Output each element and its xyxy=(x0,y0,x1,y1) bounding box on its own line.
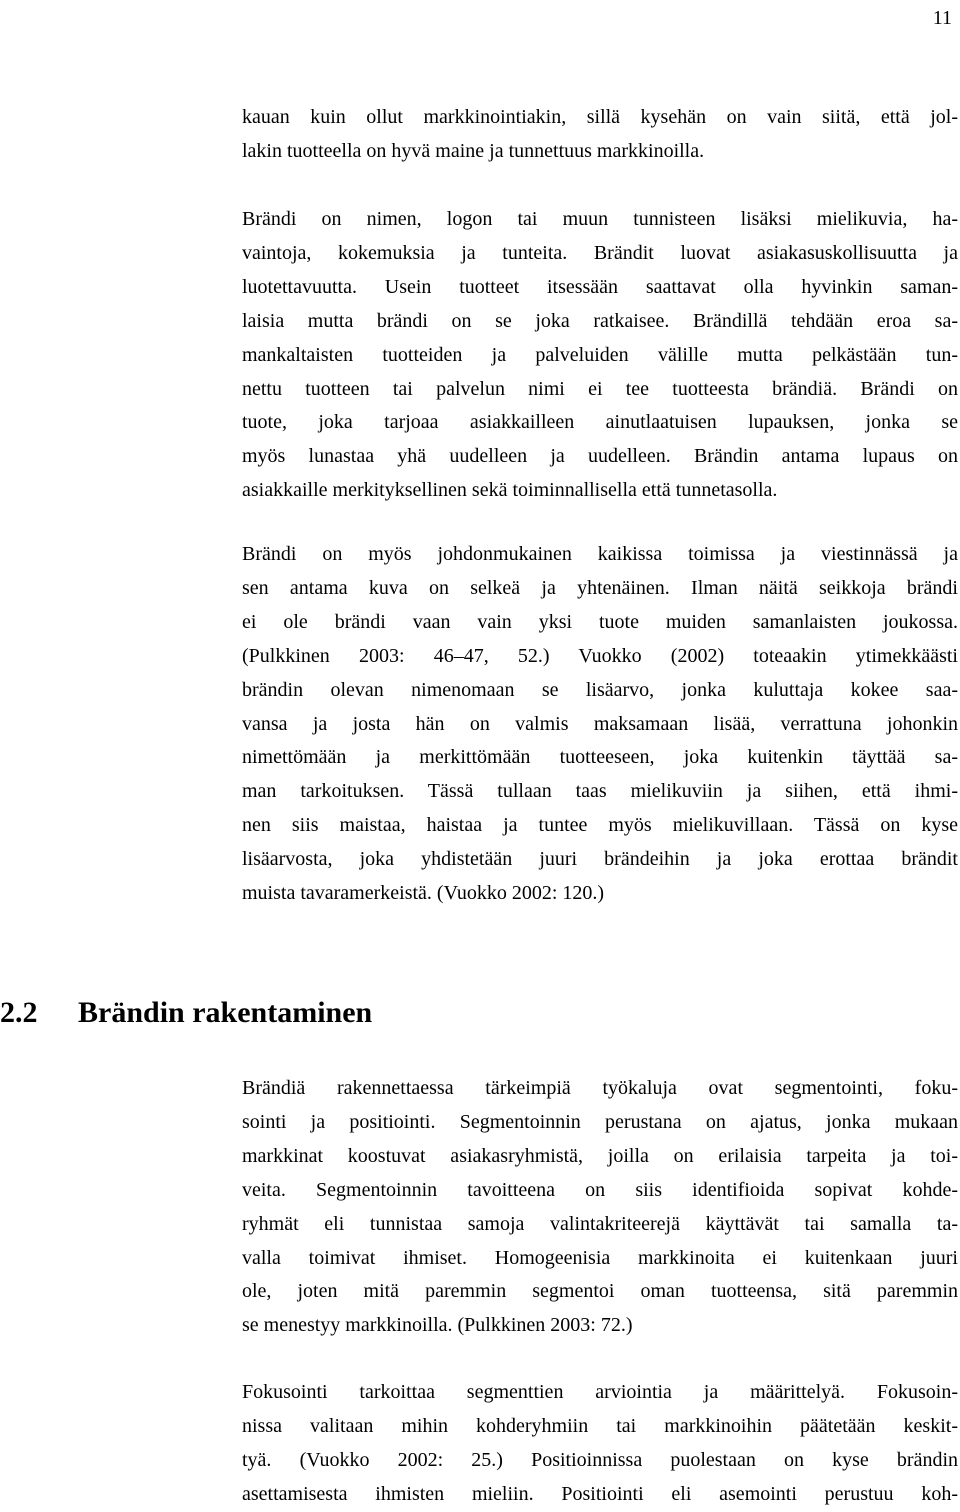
text-line: sointi ja positiointi. Segmentoinnin perustana on ajatus, jonka mukaan xyxy=(242,1110,958,1133)
text-line: lisäarvosta, joka yhdistetään juuri brändeihin ja joka erottaa brändit xyxy=(242,848,958,871)
text-line: tyä. (Vuokko 2002: 25.) Positioinnissa puolestaan on kyse brändin xyxy=(242,1448,958,1471)
text-line: sen antama kuva on selkeä ja yhtenäinen. Ilman näitä seikkoja brändi xyxy=(242,576,958,599)
section-heading xyxy=(0,993,372,1033)
text-line: markkinat koostuvat asiakasryhmistä, joilla on erilaisia tarpeita ja toi- xyxy=(242,1144,958,1167)
text-line: vansa ja josta hän on valmis maksamaan lisää, verrattuna johonkin xyxy=(242,712,958,735)
text-line: nen siis maistaa, haistaa ja tuntee myös mielikuvillaan. Tässä on kyse xyxy=(242,814,958,837)
text-line: nimettömään ja merkittömään tuotteeseen, joka kuitenkin täyttää sa- xyxy=(242,746,958,769)
paragraph-3 xyxy=(242,538,958,911)
text-line: man tarkoituksen. Tässä tullaan taas mielikuviin ja siihen, että ihmi- xyxy=(242,780,958,803)
text-line: asiakkaille merkityksellinen sekä toiminnallisella että tunnetasolla. xyxy=(242,479,778,502)
paragraph-2 xyxy=(242,203,958,508)
text-line: valla toimivat ihmiset. Homogeenisia markkinoita ei kuitenkaan juuri xyxy=(242,1246,958,1269)
text-line: mankaltaisten tuotteiden ja palveluiden välille mutta pelkästään tun- xyxy=(242,343,958,366)
text-line: nissa valitaan mihin kohderyhmiin tai markkinoihin päätetään keskit- xyxy=(242,1414,958,1437)
text-line: Fokusointi tarkoittaa segmenttien arviointia ja määrittelyä. Fokusoin- xyxy=(242,1381,958,1403)
paragraph-5 xyxy=(242,1376,958,1512)
text-line: (Pulkkinen 2003: 46–47, 52.) Vuokko (2002) toteaakin ytimekkäästi xyxy=(242,644,958,667)
text-line: veita. Segmentoinnin tavoitteena on siis identifioida sopivat kohde- xyxy=(242,1178,958,1201)
text-line: kauan kuin ollut markkinointiakin, sillä kysehän on vain siitä, että jol- xyxy=(242,106,958,128)
paragraph-1 xyxy=(242,101,958,169)
section-title: Brändin rakentaminen xyxy=(78,996,373,1029)
text-line: laisia mutta brändi on se joka ratkaisee. Brändillä tehdään eroa sa- xyxy=(242,309,958,332)
text-line: vaintoja, kokemuksia ja tunteita. Brändit luovat asiakasuskollisuutta ja xyxy=(242,241,958,264)
text-line: ei ole brändi vaan vain yksi tuote muiden samanlaisten joukossa. xyxy=(242,610,958,633)
paragraph-4 xyxy=(242,1072,958,1343)
text-line: Brändi on nimen, logon tai muun tunnisteen lisäksi mielikuvia, ha- xyxy=(242,208,958,230)
text-line: se menestyy markkinoilla. (Pulkkinen 2003: 72.) xyxy=(242,1314,633,1337)
text-line: ryhmät eli tunnistaa samoja valintakriteerejä käyttävät tai samalla ta- xyxy=(242,1212,958,1235)
text-line: lakin tuotteella on hyvä maine ja tunnettuus markkinoilla. xyxy=(242,139,705,162)
text-line: myös lunastaa yhä uudelleen ja uudelleen. Brändin antama lupaus on xyxy=(242,445,958,468)
section-number: 2.2 xyxy=(0,996,38,1029)
text-line: Brändi on myös johdonmukainen kaikissa toimissa ja viestinnässä ja xyxy=(242,543,958,565)
text-line: nettu tuotteen tai palvelun nimi ei tee tuotteesta brändiä. Brändi on xyxy=(242,377,958,400)
page-number: 11 xyxy=(932,7,952,29)
text-line: luotettavuutta. Usein tuotteet itsessään saattavat olla hyvinkin saman- xyxy=(242,275,958,298)
text-line: brändin olevan nimenomaan se lisäarvo, jonka kuluttaja kokee saa- xyxy=(242,678,958,701)
text-line: tuote, joka tarjoaa asiakkailleen ainutlaatuisen lupauksen, jonka se xyxy=(242,411,958,434)
text-line: ole, joten mitä paremmin segmentoi oman tuotteensa, sitä paremmin xyxy=(242,1280,958,1303)
text-line: asettamisesta ihmisten mieliin. Positiointi eli asemointi perustuu koh- xyxy=(242,1482,958,1505)
text-line: Brändiä rakennettaessa tärkeimpiä työkaluja ovat segmentointi, foku- xyxy=(242,1077,958,1099)
text-line: muista tavaramerkeistä. (Vuokko 2002: 120.) xyxy=(242,882,605,905)
